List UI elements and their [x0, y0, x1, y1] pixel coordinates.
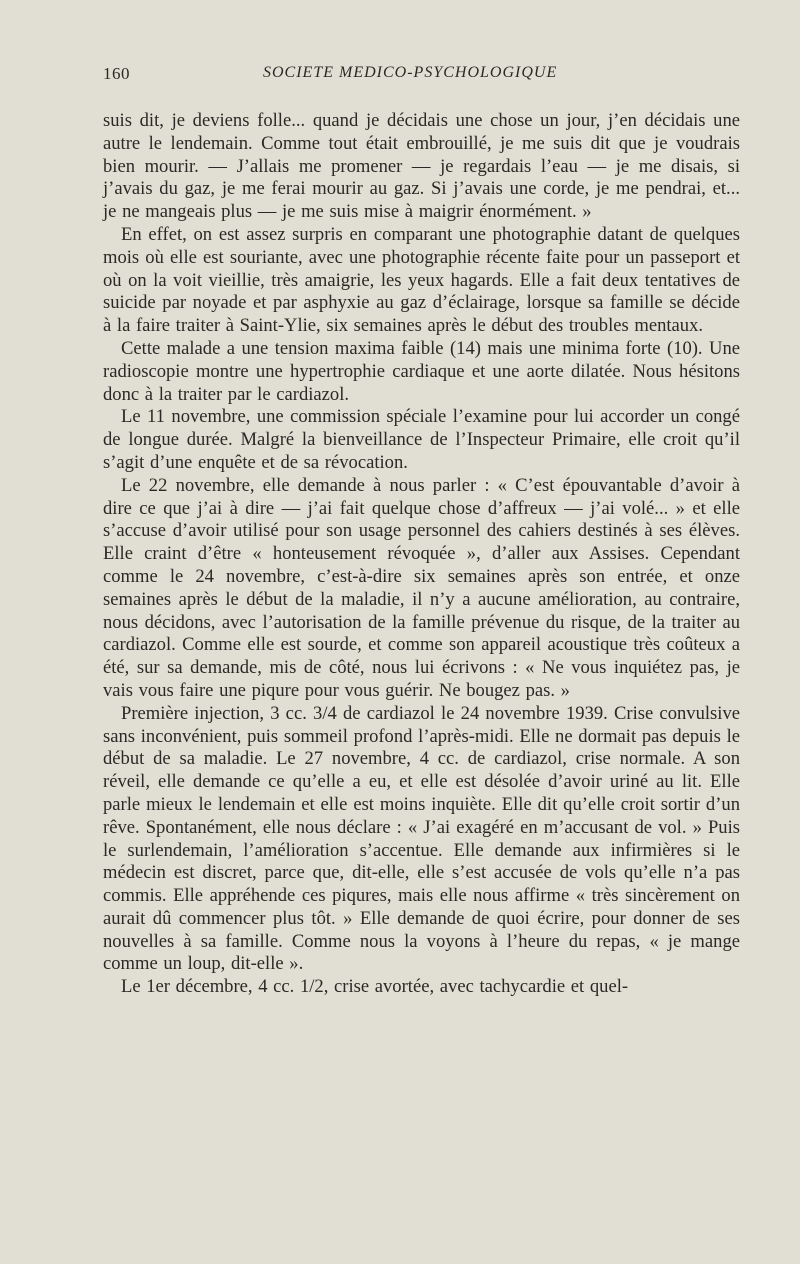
paragraph: Le 1er décembre, 4 cc. 1/2, crise avortée, avec tachycardie et quel-: [121, 976, 629, 998]
header-title: SOCIETE MEDICO-PSYCHOLOGIQUE: [263, 64, 558, 81]
paragraph: En effet, on est assez surpris en comparant une photographie datant de quelques mois où elle est souriante, avec une photographie récente faite pour un passeport et où on la voit vieillie, très amaigrie, les yeux hagards. Elle a fait deux tentatives de suicide par noyade et par asphyxie au gaz d’éclairage, lorsque sa famille se décide à la faire traiter à Saint-Ylie, six semaines après le début des troubles mentaux.: [103, 223, 740, 337]
paragraph: Le 11 novembre, une commission spéciale l’examine pour lui accorder un congé de longue durée. Malgré la bienveillance de l’Inspecteur Primaire, elle croit qu’il s’agit d’une enquête et de sa révocation.: [103, 406, 740, 473]
running-head: [103, 64, 741, 90]
paragraph: Cette malade a une tension maxima faible (14) mais une minima forte (10). Une radioscopie montre une hypertrophie cardiaque et une aorte dilatée. Nous hésitons donc à la traiter par le cardiazol.: [103, 337, 740, 405]
page-number: 160: [103, 64, 130, 83]
body-text: [103, 110, 740, 999]
paragraph: Le 22 novembre, elle demande à nous parler : « C’est épouvantable d’avoir à dire ce que j’ai à dire — j’ai fait quelque chose d’affreux — j’ai volé... » et elle s’accuse d’avoir utilisé pour son usage personnel des cahiers destinés à ses élèves. Elle craint d’être « honteusement révoquée », d’aller aux Assises. Cependant comme le 24 novembre, c’est-à-dire six semaines après son entrée, et onze semaines après le début de la maladie, il n’y a aucune amélioration, au contraire, nous décidons, avec l’autorisation de la famille prévenue du risque, de la traiter au cardiazol. Comme elle est sourde, et comme son appareil acoustique très coûteux a été, sur sa demande, mis de côté, nous lui écrivons : « Ne vous inquiétez pas, je vais vous faire une piqure pour vous guérir. Ne bougez pas. »: [103, 474, 740, 701]
paragraph: Première injection, 3 cc. 3/4 de cardiazol le 24 novembre 1939. Crise convulsive sans inconvénient, puis sommeil profond l’après-midi. Elle ne dormait pas depuis le début de sa maladie. Le 27 novembre, 4 cc. de cardiazol, crise normale. A son réveil, elle demande ce qu’elle a eu, et elle est désolée d’avoir uriné au lit. Elle parle mieux le lendemain et elle est moins inquiète. Elle dit qu’elle croit sortir d’un rêve. Spontanément, elle nous déclare : « J’ai exagéré en m’accusant de vol. » Puis le surlendemain, l’amélioration s’accentue. Elle demande aux infirmières si le médecin est discret, parce que, dit-elle, elle s’est accusée de vols qu’elle n’a pas commis. Elle appréhende ces piqures, mais elle nous affirme « très sincèrement on aurait dû commencer plus tôt. » Elle demande de quoi écrire, pour donner de ses nouvelles à sa famille. Comme nous la voyons à l’heure du repas, « je mange comme un loup, dit-elle ».: [103, 702, 740, 975]
paragraph: suis dit, je deviens folle... quand je décidais une chose un jour, j’en décidais une autre le lendemain. Comme tout était embrouillé, je me suis dit que je voudrais bien mourir. — J’allais me promener — je regardais l’eau — je me disais, si j’avais du gaz, je me ferai mourir au gaz. Si j’avais une corde, je me pendrai, et... je ne mangeais plus — je me suis mise à maigrir énormément. »: [103, 110, 740, 223]
